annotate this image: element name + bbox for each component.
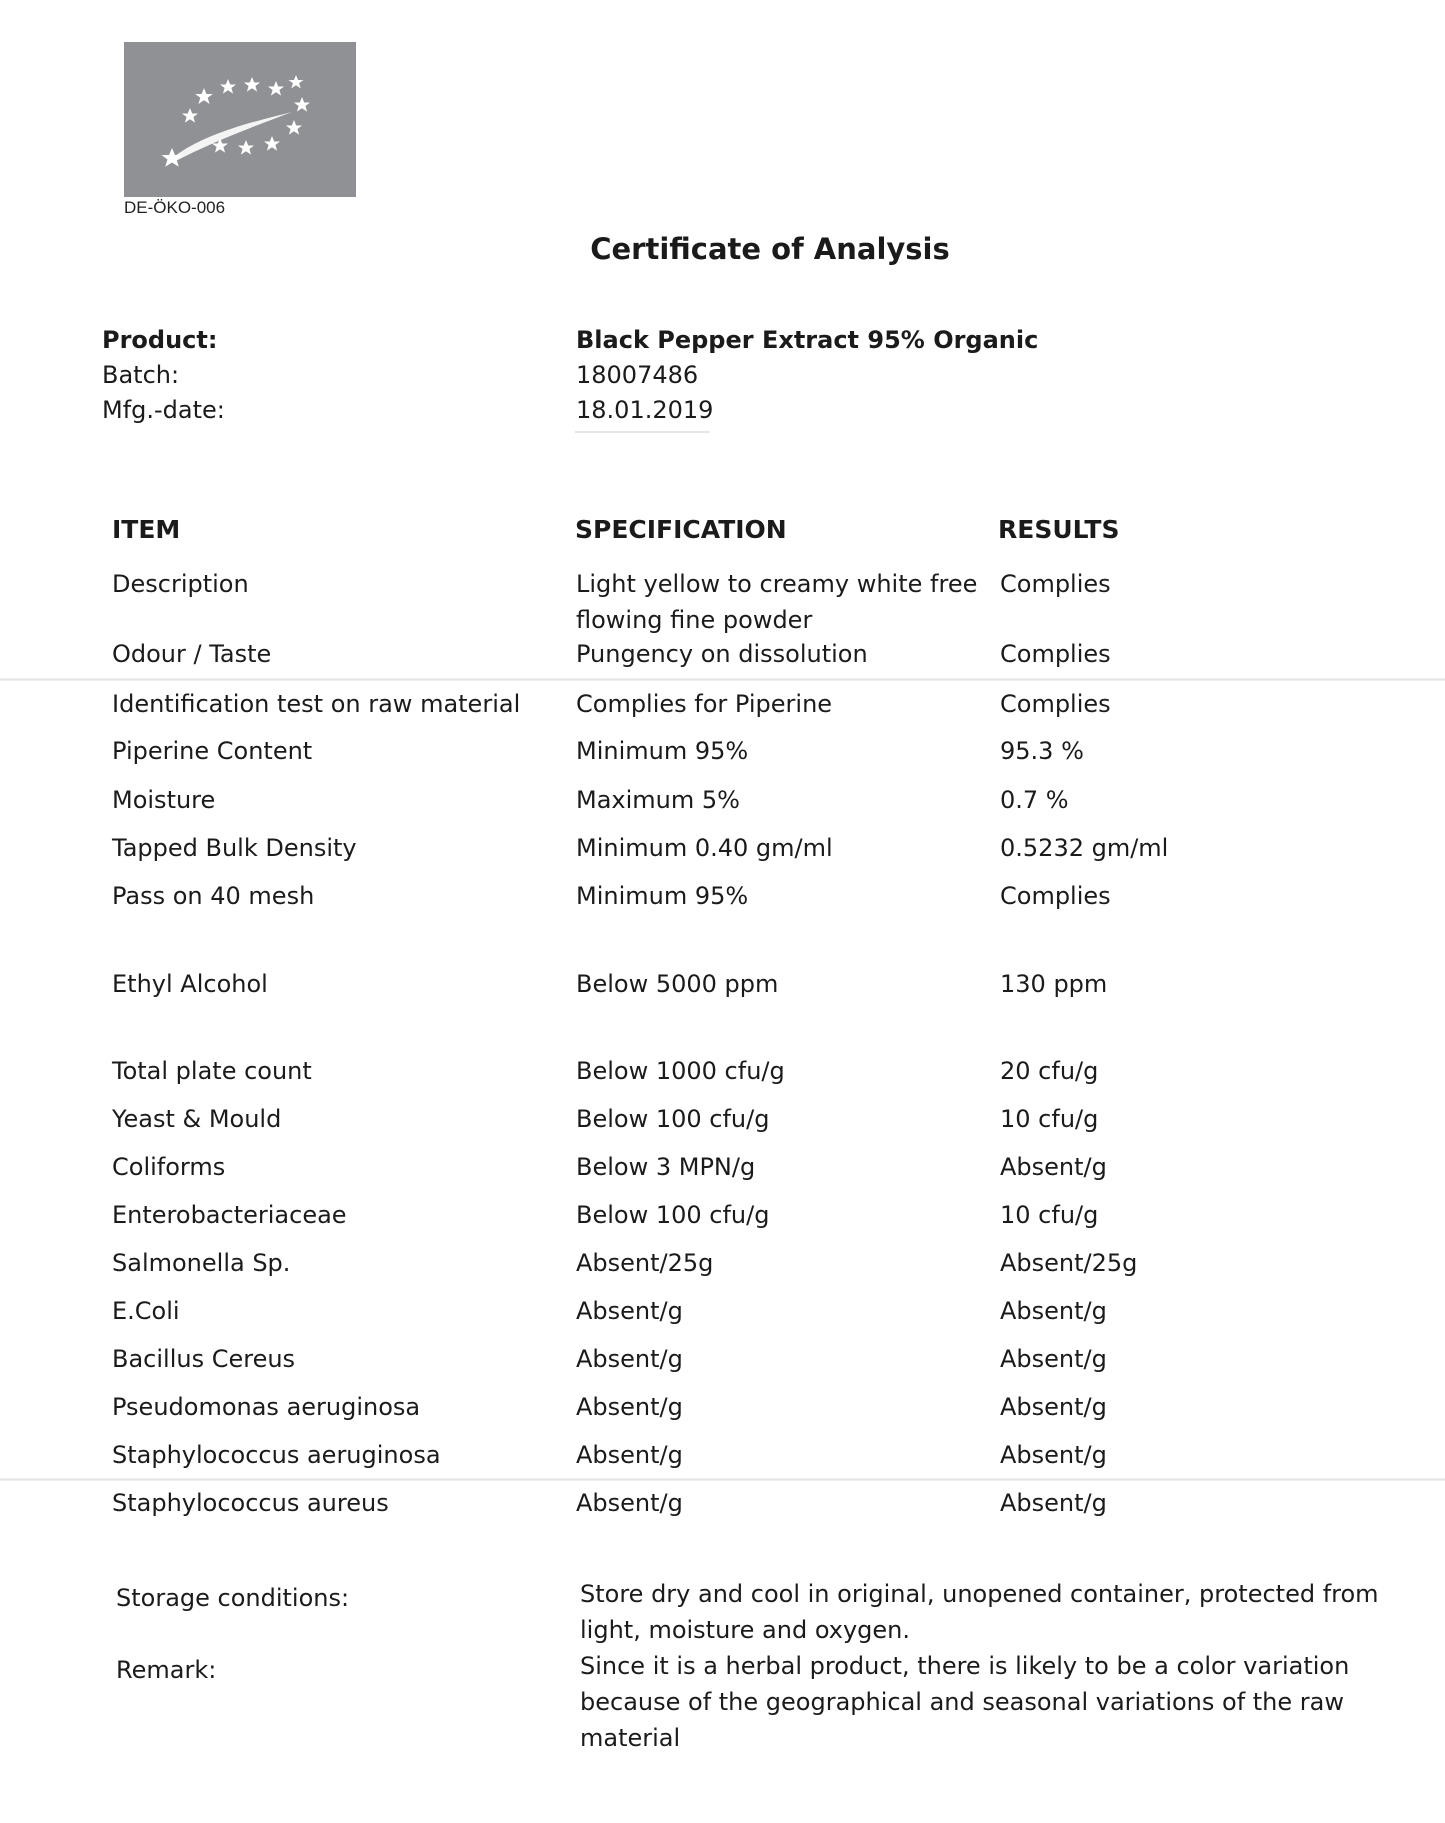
product-label: Product:	[102, 326, 218, 354]
table-row-specification: Absent/g	[576, 1441, 683, 1469]
table-row-specification: Absent/25g	[576, 1249, 714, 1277]
table-row-result: 130 ppm	[1000, 970, 1108, 998]
table-row-result: 20 cfu/g	[1000, 1057, 1099, 1085]
paper-crease	[0, 678, 1445, 681]
table-row-item: Odour / Taste	[112, 640, 272, 668]
table-row-specification: Pungency on dissolution	[576, 640, 868, 668]
eu-organic-logo	[124, 42, 356, 197]
table-row-item: Moisture	[112, 786, 216, 814]
leaf-stars-icon	[124, 42, 356, 197]
storage-conditions-text: Store dry and cool in original, unopened container, protected from light, moisture and oxygen.	[580, 1580, 1379, 1644]
mfg-date-value: 18.01.2019	[576, 396, 714, 424]
table-row-result: 10 cfu/g	[1000, 1201, 1099, 1229]
mfg-date-label: Mfg.-date:	[102, 396, 225, 424]
paper-crease	[0, 1478, 1445, 1481]
table-row-item: Staphylococcus aureus	[112, 1489, 389, 1517]
table-row-result: Complies	[1000, 882, 1111, 910]
table-row-item: Piperine Content	[112, 737, 313, 765]
underline-divider	[575, 431, 710, 433]
storage-conditions-label: Storage conditions:	[116, 1584, 350, 1612]
batch-label: Batch:	[102, 361, 180, 389]
table-row-specification: Below 100 cfu/g	[576, 1201, 770, 1229]
table-row-result: Complies	[1000, 570, 1111, 598]
product-value: Black Pepper Extract 95% Organic	[576, 326, 1039, 354]
table-row-result: 0.5232 gm/ml	[1000, 834, 1169, 862]
table-row-specification: Light yellow to creamy white free flowing fine powder	[576, 570, 978, 634]
table-row-item: Ethyl Alcohol	[112, 970, 268, 998]
table-row-item: E.Coli	[112, 1297, 180, 1325]
table-row-result: Absent/g	[1000, 1441, 1107, 1469]
table-row-result: Complies	[1000, 640, 1111, 668]
table-row-result: Complies	[1000, 690, 1111, 718]
table-row-result: Absent/g	[1000, 1345, 1107, 1373]
remark-text: Since it is a herbal product, there is likely to be a color variation because of the geographical and seasonal variations of the raw material	[580, 1652, 1350, 1752]
document-title: Certificate of Analysis	[590, 232, 950, 266]
table-row-item: Coliforms	[112, 1153, 226, 1181]
batch-value: 18007486	[576, 361, 699, 389]
table-row-item: Salmonella Sp.	[112, 1249, 291, 1277]
table-row-item: Pseudomonas aeruginosa	[112, 1393, 421, 1421]
table-row-specification: Below 5000 ppm	[576, 970, 779, 998]
table-row-item: Pass on 40 mesh	[112, 882, 315, 910]
table-row-specification: Minimum 95%	[576, 882, 749, 910]
table-row-specification: Maximum 5%	[576, 786, 740, 814]
header-specification: SPECIFICATION	[575, 515, 787, 544]
table-row-item: Identification test on raw material	[112, 690, 521, 718]
table-row-item: Total plate count	[112, 1057, 312, 1085]
table-row-specification: Absent/g	[576, 1489, 683, 1517]
table-row-result: 0.7 %	[1000, 786, 1069, 814]
table-row-result: Absent/g	[1000, 1393, 1107, 1421]
table-row-specification: Absent/g	[576, 1393, 683, 1421]
table-row-item: Description	[112, 570, 249, 598]
table-row-item: Tapped Bulk Density	[112, 834, 357, 862]
table-row-result: Absent/g	[1000, 1489, 1107, 1517]
table-row-specification: Minimum 0.40 gm/ml	[576, 834, 833, 862]
table-row-item: Yeast & Mould	[112, 1105, 282, 1133]
table-row-result: Absent/g	[1000, 1153, 1107, 1181]
table-row-specification: Below 3 MPN/g	[576, 1153, 756, 1181]
table-row-result: Absent/25g	[1000, 1249, 1138, 1277]
table-row-specification: Minimum 95%	[576, 737, 749, 765]
header-item: ITEM	[112, 515, 181, 544]
table-row-specification: Below 1000 cfu/g	[576, 1057, 785, 1085]
remark-label: Remark:	[116, 1656, 217, 1684]
table-row-result: 10 cfu/g	[1000, 1105, 1099, 1133]
table-row-specification: Below 100 cfu/g	[576, 1105, 770, 1133]
table-row-result: 95.3 %	[1000, 737, 1084, 765]
table-row-specification: Complies for Piperine	[576, 690, 833, 718]
organic-control-code: DE-ÖKO-006	[124, 198, 226, 217]
table-row-item: Enterobacteriaceae	[112, 1201, 347, 1229]
table-row-specification: Absent/g	[576, 1345, 683, 1373]
header-results: RESULTS	[998, 515, 1120, 544]
table-row-result: Absent/g	[1000, 1297, 1107, 1325]
table-row-item: Bacillus Cereus	[112, 1345, 296, 1373]
table-row-specification: Absent/g	[576, 1297, 683, 1325]
table-row-item: Staphylococcus aeruginosa	[112, 1441, 441, 1469]
